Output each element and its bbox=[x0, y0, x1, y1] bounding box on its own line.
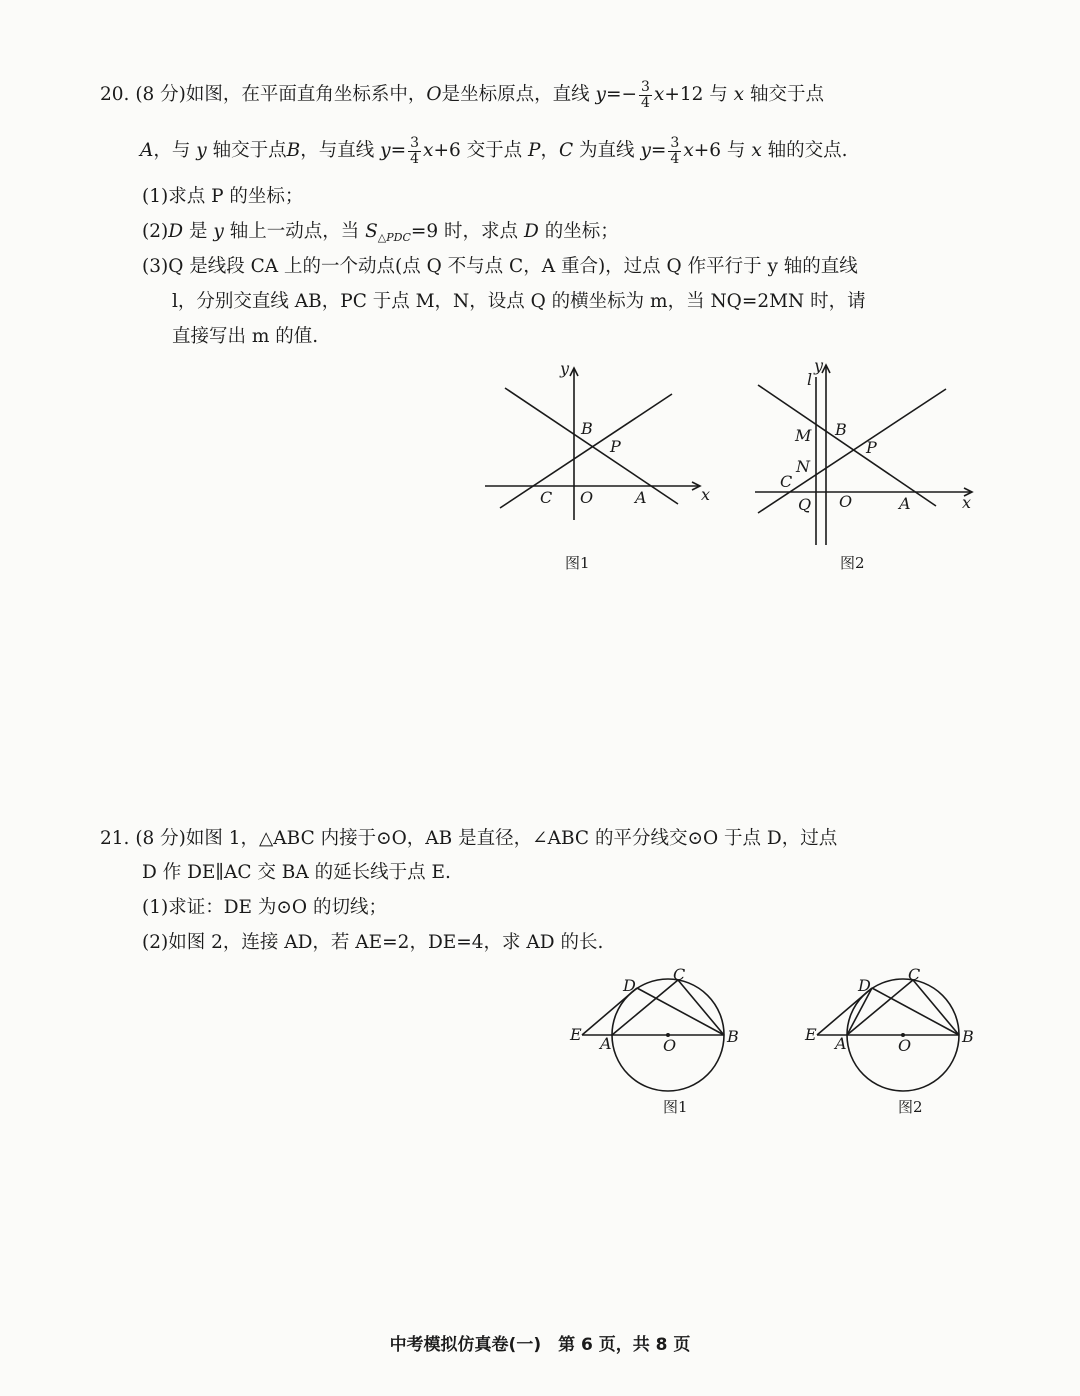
q21-score: (8 分) bbox=[135, 828, 186, 849]
label-D: D bbox=[858, 976, 871, 995]
q21-figure1 bbox=[560, 960, 760, 1120]
q20-part2: (2)D 是 y 轴上一动点，当 $S_{\triangle PDC}=9$ 时，求点 D 的坐标； bbox=[142, 221, 619, 244]
label-E: E bbox=[570, 1025, 582, 1044]
caption-fig1: 图1 bbox=[663, 1098, 688, 1116]
q20-part3-line3: 直接写出 m 的值. bbox=[172, 326, 319, 347]
line-de bbox=[817, 988, 872, 1035]
label-N: N bbox=[796, 457, 810, 476]
caption-fig2: 图2 bbox=[840, 554, 865, 572]
q21-line1: 21. (8 分)如图 1，△ABC 内接于⊙O，AB 是直径，∠ABC 的平分线交⊙O 于点 D，过点 bbox=[100, 828, 838, 849]
caption-fig2: 图2 bbox=[898, 1098, 923, 1116]
label-A: A bbox=[600, 1034, 612, 1053]
label-y: y bbox=[560, 360, 570, 378]
label-A: A bbox=[635, 488, 647, 507]
label-E: E bbox=[805, 1025, 817, 1044]
label-A: A bbox=[899, 494, 911, 513]
label-C: C bbox=[908, 965, 921, 984]
label-B: B bbox=[727, 1027, 739, 1046]
line-de bbox=[582, 988, 637, 1035]
label-O: O bbox=[898, 1036, 912, 1055]
label-x: x bbox=[962, 493, 972, 512]
label-C: C bbox=[540, 488, 553, 507]
fraction: $\frac{3}{4}$ bbox=[410, 135, 420, 167]
q21-number: 21. bbox=[100, 828, 130, 849]
line-db bbox=[872, 988, 959, 1035]
label-B: B bbox=[962, 1027, 974, 1046]
line-ad bbox=[847, 988, 872, 1035]
label-O: O bbox=[580, 488, 594, 507]
label-C: C bbox=[673, 965, 686, 984]
line-db bbox=[637, 988, 724, 1035]
label-Q: Q bbox=[798, 495, 812, 514]
fraction: $\frac{3}{4}$ bbox=[640, 79, 650, 111]
q21-line2: D 作 DE∥AC 交 BA 的延长线于点 E. bbox=[142, 862, 451, 883]
fraction: $\frac{3}{4}$ bbox=[670, 135, 680, 167]
label-B: B bbox=[835, 420, 847, 439]
q21-figure2 bbox=[795, 960, 995, 1120]
label-M: M bbox=[795, 426, 812, 445]
q21-part2: (2)如图 2，连接 AD，若 AE=2，DE=4，求 AD 的长. bbox=[142, 932, 604, 953]
label-B: B bbox=[581, 419, 593, 438]
q20-figure2 bbox=[750, 355, 990, 580]
page-footer: 中考模拟仿真卷(一) 第 6 页，共 8 页 bbox=[389, 1335, 691, 1355]
label-x: x bbox=[701, 485, 711, 504]
label-A: A bbox=[835, 1034, 847, 1053]
q20-part3-line1: (3)Q 是线段 CA 上的一个动点(点 Q 不与点 C，A 重合)，过点 Q 作平行于 y 轴的直线 bbox=[142, 256, 858, 277]
line-ac bbox=[847, 980, 913, 1035]
line-ac bbox=[612, 980, 678, 1035]
q20-figure1 bbox=[480, 360, 720, 580]
label-y: y bbox=[814, 356, 824, 375]
q21-part1: (1)求证：DE 为⊙O 的切线； bbox=[142, 897, 387, 918]
q20-number: 20. bbox=[100, 84, 130, 106]
label-O: O bbox=[663, 1036, 677, 1055]
label-P: P bbox=[866, 438, 877, 457]
q20-part3-line2: l，分别交直线 AB，PC 于点 M，N，设点 Q 的横坐标为 m，当 NQ=2MN 时，请 bbox=[172, 291, 866, 312]
label-P: P bbox=[610, 437, 621, 456]
label-l: l bbox=[807, 370, 813, 389]
label-D: D bbox=[623, 976, 636, 995]
q20-score: (8 分) bbox=[135, 84, 186, 106]
q20-line2: A，与 y 轴交于点B，与直线 y= $\frac{3}{4}$ x+6 交于点 P，C 为直线 y= $\frac{3}{4}$ x+6 与 x 轴的交点. bbox=[140, 135, 848, 167]
label-O: O bbox=[839, 492, 853, 511]
q20-part1: (1)求点 P 的坐标； bbox=[142, 186, 304, 207]
caption-fig1: 图1 bbox=[565, 554, 590, 572]
q20-line1: 20. (8 分)如图，在平面直角坐标系中，O是坐标原点，直线 y=− $\frac{3}{4}$ x+12 与 x 轴交于点 bbox=[100, 79, 824, 111]
label-C: C bbox=[780, 472, 793, 491]
